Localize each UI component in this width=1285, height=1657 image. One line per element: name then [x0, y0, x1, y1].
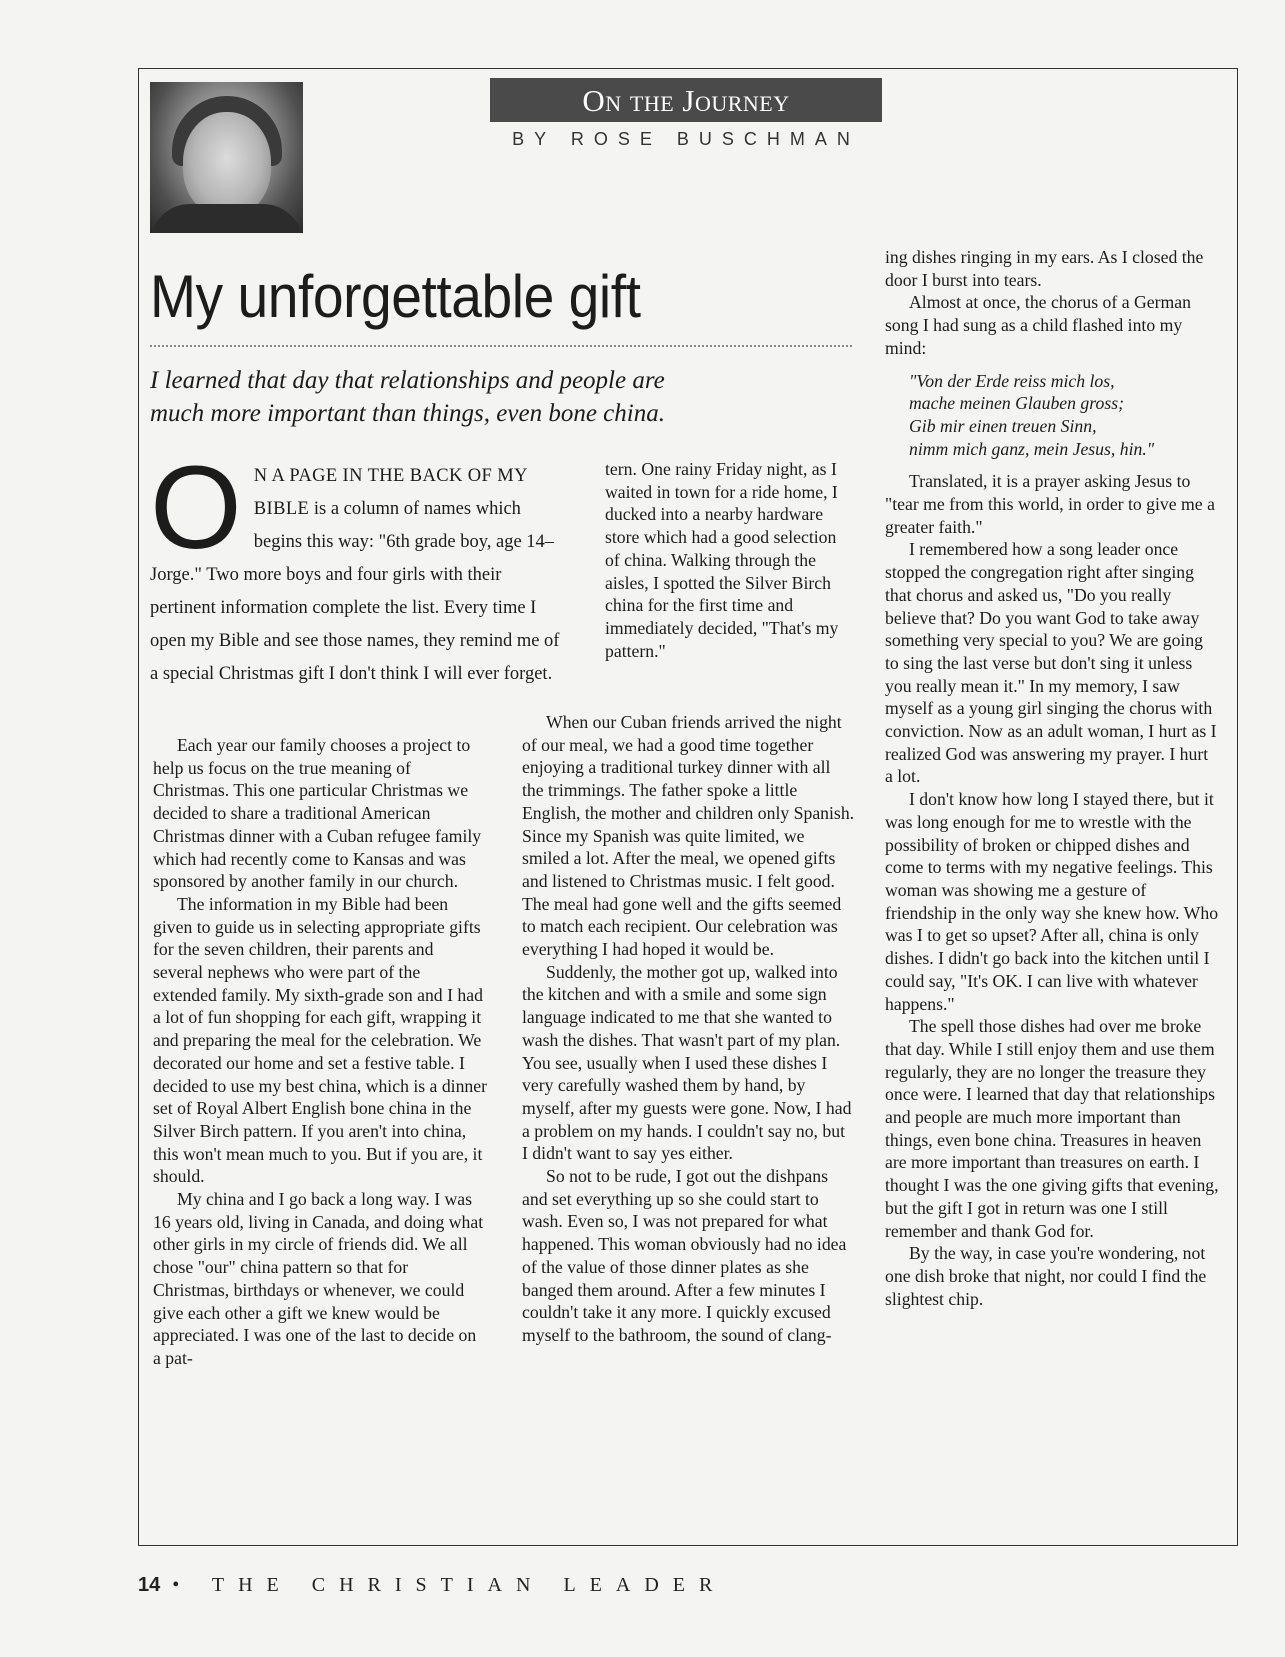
- paragraph: So not to be rude, I got out the dishpans and set everything up so she could start to wash. Even so, I was not prepared for what happened. This woman obviously had no idea of the value of those dinner plates as she banged them around. After a few minutes I couldn't take it any more. I quickly excused myself to the bathroom, the sound of clang-: [522, 1166, 847, 1345]
- german-verse: [885, 370, 1220, 461]
- paragraph: The spell those dishes had over me broke that day. While I still enjoy them and use them regularly, they are no longer the treasure they once were. I learned that day that relationships and people are much more important than things, even bone china. Treasures in heaven are more important than treasures on earth. I thought I was the one giving gifts that evening, but the gift I got in return was one I still remember and thank God for.: [885, 1016, 1219, 1241]
- paragraph: The information in my Bible had been given to guide us in selecting appropriate gifts for the seven children, their parents and several nephews who were part of the extended family. My sixth-grade son and I had a lot of fun shopping for each gift, wrapping it and preparing the meal for the celebration. We decorated our home and set a festive table. I decided to use my best china, which is a dinner set of Royal Albert English bone china in the Silver Birch pattern. If you aren't into china, this won't mean much to you. But if you are, it should.: [153, 893, 488, 1187]
- lede-paragraph: [150, 442, 568, 691]
- paragraph: Almost at once, the chorus of a German song I had sung as a child flashed into my mind:: [885, 292, 1191, 358]
- lede-text: is a column of names which begins this way: "6th grade boy, age 14–Jorge." Two more boys and four girls with their pertinent information complete the list. Every time I open my Bible and see those names, they remind me of a special Christmas gift I don't think I will ever forget.: [150, 499, 560, 684]
- page-footer: [138, 1574, 726, 1597]
- paragraph: ing dishes ringing in my ears. As I closed the door I burst into tears.: [885, 247, 1204, 290]
- paragraph: By the way, in case you're wondering, not one dish broke that night, nor could I find the slightest chip.: [885, 1243, 1207, 1309]
- paragraph: I remembered how a song leader once stopped the congregation right after singing that chorus and asked us, "Do you really believe that? Do you want God to take away something very special to you? We are going to sing the last verse but don't sing it unless you really mean it." In my memory, I saw myself as a young girl singing the chorus with conviction. Now as an adult woman, I hurt as I realized God was answering my prayer. I hurt a lot.: [885, 539, 1217, 787]
- verse-line: Gib mir einen treuen Sinn,: [909, 415, 1097, 436]
- verse-line: nimm mich ganz, mein Jesus, hin.": [909, 438, 1155, 459]
- paragraph: Suddenly, the mother got up, walked into the kitchen and with a smile and some sign language indicated to me that she wanted to wash the dishes. That wasn't part of my plan. You see, usually when I used these dishes I very carefully washed them by hand, by myself, after my guests were gone. Now, I had a problem on my hands. I couldn't say no, but I didn't want to say yes either.: [522, 961, 852, 1164]
- paragraph: Translated, it is a prayer asking Jesus to "tear me from this world, in order to give me a greater faith.": [885, 471, 1215, 537]
- column-3: [885, 246, 1220, 1310]
- article-title: My unforgettable gift: [150, 263, 641, 330]
- column-2-top: [605, 458, 855, 662]
- column-2: [522, 711, 855, 1347]
- article-deck: I learned that day that relationships and people are much more important than things, even bone china.: [150, 367, 665, 427]
- paragraph: Each year our family chooses a project to help us focus on the true meaning of Christmas. This one particular Christmas we decided to share a traditional American Christmas dinner with a Cuban refugee family which had recently come to Kansas and was sponsored by another family in our church.: [153, 735, 482, 892]
- paragraph: tern. One rainy Friday night, as I waited in town for a ride home, I ducked into a nearby hardware store which had a good selection of china. Walking through the aisles, I spotted the Silver Birch china for the first time and immediately decided, "That's my pattern.": [605, 459, 839, 661]
- author-photo: [150, 82, 303, 233]
- verse-line: mache meinen Glauben gross;: [909, 393, 1124, 414]
- column-1: [153, 734, 487, 1370]
- byline: BY ROSE BUSCHMAN: [512, 129, 860, 149]
- publication-name: • THE CHRISTIAN LEADER: [172, 1574, 727, 1596]
- verse-line: "Von der Erde reiss mich los,: [909, 370, 1115, 391]
- paragraph: When our Cuban friends arrived the night of our meal, we had a good time together enjoying a traditional turkey dinner with all the trimmings. The father spoke a little English, the mother and children only Spanish. Since my Spanish was quite limited, we smiled a lot. After the meal, we opened gifts and listened to Christmas music. I felt good. The meal had gone well and the gifts seemed to match each recipient. Our celebration was everything I had hoped it would be.: [522, 712, 855, 960]
- page-number: 14: [138, 1574, 161, 1596]
- dotted-rule: [150, 345, 852, 347]
- column-banner: On the Journey: [490, 78, 882, 122]
- lede-smallcaps: N A PAGE IN THE BACK OF MY BIBLE: [253, 466, 528, 519]
- paragraph: My china and I go back a long way. I was 16 years old, living in Canada, and doing what other girls in my circle of friends did. We all chose "our" china pattern so that for Christmas, birthdays or whenever, we could give each other a gift we knew would be appreciated. I was one of the last to decide on a pat-: [153, 1189, 484, 1368]
- paragraph: I don't know how long I stayed there, but it was long enough for me to wrestle with the possibility of broken or chipped dishes and come to terms with my negative feelings. This woman was showing me a gesture of friendship in the only way she knew how. Who was I to get so upset? After all, china is only dishes. I didn't go back into the kitchen until I could say, "It's OK. I can live with whatever happens.": [885, 789, 1219, 1014]
- drop-cap: O: [150, 442, 242, 574]
